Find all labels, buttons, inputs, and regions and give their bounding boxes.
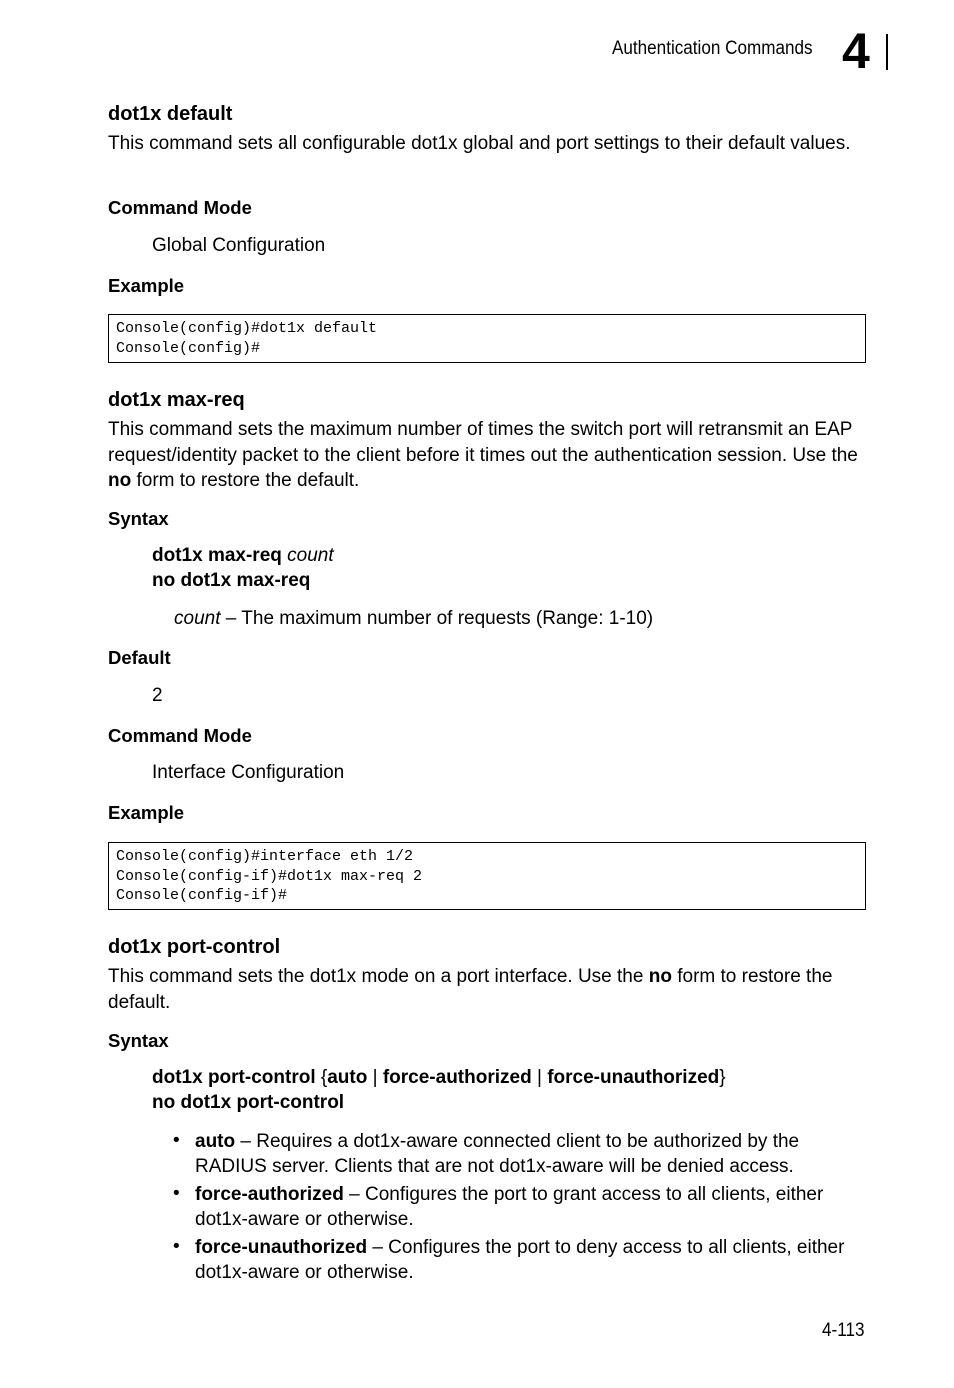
code-line: Console(config-if)# <box>116 887 288 904</box>
command-mode-value: Global Configuration <box>152 235 326 256</box>
chapter-number: 4 <box>842 23 870 79</box>
code-line: Console(config)#interface eth 1/2 <box>116 848 414 865</box>
code-line: Console(config)# <box>116 339 261 357</box>
command-mode-label: Command Mode <box>108 197 252 218</box>
chapter-divider <box>886 34 888 70</box>
section-title-dot1x-default: dot1x default <box>108 103 233 125</box>
running-header: Authentication Commands <box>612 38 813 59</box>
syntax-no-command: no dot1x port-control <box>152 1092 345 1113</box>
code-line: Console(config)#dot1x default <box>116 320 378 337</box>
section-description: This command sets all configurable dot1x global and port settings to their default values. <box>108 133 851 154</box>
section-description: This command sets the dot1x mode on a port interface. Use the no form to restore the default. <box>108 966 833 1013</box>
option-item-force-unauthorized: force-unauthorized – Configures the port to deny access to all clients, either dot1x-aware or otherwise. <box>195 1237 845 1283</box>
bullet-icon: • <box>173 1183 180 1204</box>
bullet-icon: • <box>173 1130 180 1151</box>
syntax-no-command: no dot1x max-req <box>152 570 311 591</box>
code-example <box>108 842 866 910</box>
section-description: This command sets the maximum number of times the switch port will retransmit an EAP request/identity packet to the client before it times out the authentication session. Use the no form to restore the default. <box>108 419 858 491</box>
syntax-label: Syntax <box>108 1030 169 1051</box>
command-mode-label: Command Mode <box>108 725 252 746</box>
code-line: Console(config-if)#dot1x max-req 2 <box>116 867 423 885</box>
bullet-icon: • <box>173 1236 180 1257</box>
page-number: 4-113 <box>822 1320 865 1341</box>
syntax-command: dot1x max-req count <box>152 545 334 566</box>
default-label: Default <box>108 647 171 668</box>
syntax-command: dot1x port-control {auto | force-authorized | force-unauthorized} <box>152 1067 726 1088</box>
code-example <box>108 314 866 363</box>
command-mode-value: Interface Configuration <box>152 762 345 783</box>
syntax-label: Syntax <box>108 508 169 529</box>
option-item-auto: auto – Requires a dot1x-aware connected client to be authorized by the RADIUS server. Clients that are not dot1x-aware will be denied access. <box>195 1131 800 1177</box>
default-value: 2 <box>152 685 163 706</box>
section-title-dot1x-max-req: dot1x max-req <box>108 389 245 411</box>
section-title-dot1x-port-control: dot1x port-control <box>108 936 281 958</box>
option-item-force-authorized: force-authorized – Configures the port to grant access to all clients, either dot1x-aware or otherwise. <box>195 1184 824 1230</box>
example-label: Example <box>108 275 185 296</box>
parameter-description: count – The maximum number of requests (Range: 1-10) <box>174 608 654 629</box>
example-label: Example <box>108 802 185 823</box>
